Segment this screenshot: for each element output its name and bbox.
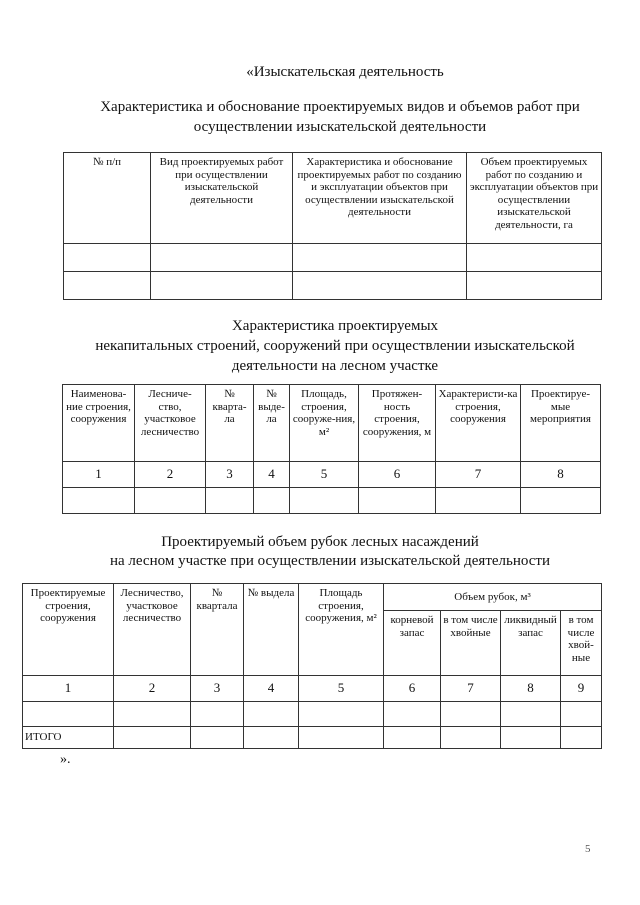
column-header: № квартала [191, 584, 244, 676]
column-number-row [63, 462, 601, 488]
column-header: Лесниче-ство, участковое лесничество [135, 385, 206, 462]
table-row [64, 244, 602, 272]
column-header: № п/п [64, 153, 151, 244]
structures-table [62, 384, 601, 514]
table-cell [63, 488, 135, 514]
column-header: № выде-ла [254, 385, 290, 462]
column-header: № кварта-ла [206, 385, 254, 462]
table-cell [151, 272, 293, 300]
column-header: Характеристика и обоснование проектируемых работ по созданию и эксплуатации объектов при осуществлении изыскательской деятельности [293, 153, 467, 244]
column-number: 1 [23, 676, 114, 702]
felling-table [22, 583, 602, 749]
column-subheader: ликвидный запас [501, 611, 561, 676]
works-table [63, 152, 602, 300]
table-cell [244, 727, 299, 749]
column-number: 3 [191, 676, 244, 702]
column-header: Проектируе-мые мероприятия [521, 385, 601, 462]
column-header: Наименова-ние строения, сооружения [63, 385, 135, 462]
column-number: 8 [501, 676, 561, 702]
table-cell [64, 244, 151, 272]
table-cell [441, 702, 501, 727]
table-cell [191, 702, 244, 727]
column-number: 6 [359, 462, 436, 488]
table-cell [135, 488, 206, 514]
table-cell [299, 727, 384, 749]
column-number: 7 [436, 462, 521, 488]
column-header: № выдела [244, 584, 299, 676]
table-cell [206, 488, 254, 514]
column-number: 9 [561, 676, 602, 702]
column-number: 7 [441, 676, 501, 702]
column-subheader: в том числе хвой-ные [561, 611, 602, 676]
table-cell [64, 272, 151, 300]
section3-title-line2: на лесном участке при осуществлении изыскательской деятельности [109, 553, 550, 569]
column-number: 8 [521, 462, 601, 488]
header-row [64, 153, 602, 244]
table-cell [151, 244, 293, 272]
column-number: 5 [290, 462, 359, 488]
table-cell [290, 488, 359, 514]
page-number: 5 [585, 843, 591, 855]
table-cell [384, 727, 441, 749]
table-row [64, 272, 602, 300]
section1-title-line1: Характеристика и обоснование проектируемых видов и объемов работ при [100, 99, 580, 115]
column-header: Вид проектируемых работ при осуществлении изыскательской деятельности [151, 153, 293, 244]
table-cell [293, 272, 467, 300]
table-cell [521, 488, 601, 514]
table-cell [561, 727, 602, 749]
section2-title-line3: деятельности на лесном участке [231, 358, 439, 374]
column-number: 6 [384, 676, 441, 702]
column-subheader: корневой запас [384, 611, 441, 676]
section2-title-line2: некапитальных строений, сооружений при осуществлении изыскательской [95, 338, 575, 354]
table-cell [441, 727, 501, 749]
table-cell [561, 702, 602, 727]
column-number: 1 [63, 462, 135, 488]
table-cell [114, 702, 191, 727]
column-header: Протяжен-ность строения, сооружения, м [359, 385, 436, 462]
column-number: 4 [244, 676, 299, 702]
table-cell [299, 702, 384, 727]
column-number: 2 [114, 676, 191, 702]
table-cell [359, 488, 436, 514]
table-cell [467, 272, 602, 300]
table-cell [467, 244, 602, 272]
total-row [23, 727, 602, 749]
section2-title-line1: Характеристика проектируемых [231, 318, 439, 334]
column-number: 4 [254, 462, 290, 488]
header-row [23, 584, 602, 611]
table-cell [384, 702, 441, 727]
column-number-row [23, 676, 602, 702]
closing-quote: ». [60, 752, 71, 767]
column-subheader: в том числе хвойные [441, 611, 501, 676]
table-cell [244, 702, 299, 727]
column-header: Площадь, строения, сооруже-ния, м² [290, 385, 359, 462]
column-header: Лесничество, участковое лесничество [114, 584, 191, 676]
group-header-felling-volume: Объем рубок, м³ [384, 584, 602, 611]
table-cell [254, 488, 290, 514]
column-number: 3 [206, 462, 254, 488]
section3-title-line1: Проектируемый объем рубок лесных насаждений [161, 534, 479, 550]
table-row [23, 702, 602, 727]
column-header: Проектируемые строения, сооружения [23, 584, 114, 676]
document-heading: «Изыскательская деятельность [246, 64, 444, 80]
column-number: 5 [299, 676, 384, 702]
total-label: ИТОГО [23, 727, 114, 749]
table-cell [501, 727, 561, 749]
table-cell [501, 702, 561, 727]
column-header: Объем проектируемых работ по созданию и эксплуатации объектов при осуществлении изыскательской деятельности, га [467, 153, 602, 244]
table-cell [23, 702, 114, 727]
header-row [63, 385, 601, 462]
column-number: 2 [135, 462, 206, 488]
column-header: Характеристи-ка строения, сооружения [436, 385, 521, 462]
table-cell [293, 244, 467, 272]
column-header: Площадь строения, сооружения, м² [299, 584, 384, 676]
table-cell [436, 488, 521, 514]
table-row [63, 488, 601, 514]
table-cell [191, 727, 244, 749]
table-cell [114, 727, 191, 749]
section1-title-line2: осуществлении изыскательской деятельности [193, 119, 487, 135]
